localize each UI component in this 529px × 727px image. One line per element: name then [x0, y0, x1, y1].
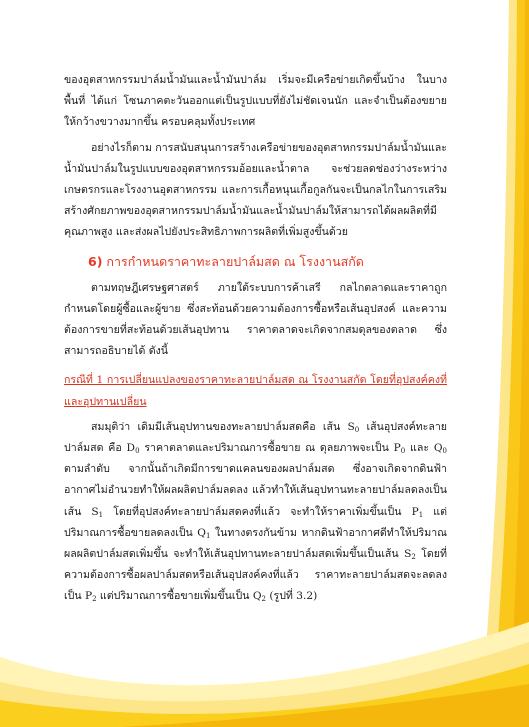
section-heading [88, 252, 447, 272]
document-body [64, 70, 447, 608]
section-title: การกำหนดราคาทะลายปาล์มสด ณ โรงงานสกัด [106, 253, 364, 269]
section-number: 6) [88, 253, 103, 269]
yellow-bottom-wave [0, 602, 529, 727]
case-1-title: กรณีที่ 1 การเปลี่ยนแปลงของราคาทะลายปาล์มสด ณ โรงงานสกัด โดยที่อุปสงค์คงที่และอุปทานเปลี่ยน [64, 374, 447, 408]
paragraph-1: ของอุตสาหกรรมปาล์มน้ำมันและน้ำมันปาล์ม เริ่มจะมีเครือข่ายเกิดขึ้นบ้าง ในบางพื้นที่ ได้แก่ โซนภาคตะวันออกแต่เป็นรูปแบบที่ยังไม่ชัดเจนนัก และจำเป็นต้องขยายให้กว้างขวางมากขึ้น ครอบคลุมทั้งประเทศ [64, 74, 447, 129]
paragraph-2: อย่างไรก็ตาม การสนับสนุนการสร้างเครือข่ายของอุตสาหกรรมปาล์มน้ำมันและน้ำมันปาล์มในรูปแบบของอุตสาหกรรมอ้อยและน้ำตาล จะช่วยลดช่องว่างระหว่างเกษตรกรและโรงงานอุตสาหกรรม และการเกื้อหนุนเกื้อกูลกันจะเป็นกลไกในการเสริมสร้างศักยภาพของอุตสาหกรรมปาล์มน้ำมันและน้ำมันปาล์มให้สามารถได้ผลผลิตที่มีคุณภาพสูง และส่งผลไปยังประสิทธิภาพการผลิตที่เพิ่มสูงขึ้นด้วย [64, 141, 447, 239]
paragraph-3: ตามทฤษฎีเศรษฐศาสตร์ ภายใต้ระบบการค้าเสรี กลไกตลาดและราคาถูกกำหนดโดยผู้ซื้อและผู้ขาย ซึ่งสะท้อนด้วยความต้องการซื้อหรือเส้นอุปสงค์ และความต้องการขายที่สะท้อนด้วยเส้นอุปทาน ราคาตลาดจะเกิดจากสมดุลของตลาด ซึ่งสามารถอธิบายได้ ดังนี้ [64, 281, 447, 358]
paragraph-4: สมมุติว่า เดิมมีเส้นอุปทานของทะลายปาล์มสดคือ เส้น $S_0$ เส้นอุปสงค์ทะลายปาล์มสด คือ $D_0$ ราคาตลาดและปริมาณการซื้อขาย ณ ดุลยภาพจะเป็น $P_0$ และ $Q_0$ ตามลำดับ จากนั้นถ้าเกิดมีการขาดแคลนของผลปาล์มสด ซึ่งอาจเกิดจากดินฟ้าอากาศไม่อำนวยทำให้ผลผลิตปาล์มลดลง แล้วทำให้เส้นอุปทานทะลายปาล์มลดลงเป็นเส้น $S_1$ โดยที่อุปสงค์ทะลายปาล์มสดคงที่แล้ว จะทำให้ราคาเพิ่มขึ้นเป็น $P_1$ แต่ปริมาณการซื้อขายลดลงเป็น $Q_1$ ในทางตรงกันข้าม หากดินฟ้าอากาศดีทำให้ปริมาณผลผลิตปาล์มสดเพิ่มขึ้น จะทำให้เส้นอุปทานทะลายปาล์มสดเพิ่มขึ้นเป็นเส้น $S_2$ โดยที่ความต้องการซื้อผลปาล์มสดหรือเส้นอุปสงค์คงที่แล้ว ราคาทะลายปาล์มสดจะลดลงเป็น $P_2$ แต่ปริมาณการซื้อขายเพิ่มขึ้นเป็น $Q_2$ (รูปที่ 3.2) [64, 420, 448, 604]
